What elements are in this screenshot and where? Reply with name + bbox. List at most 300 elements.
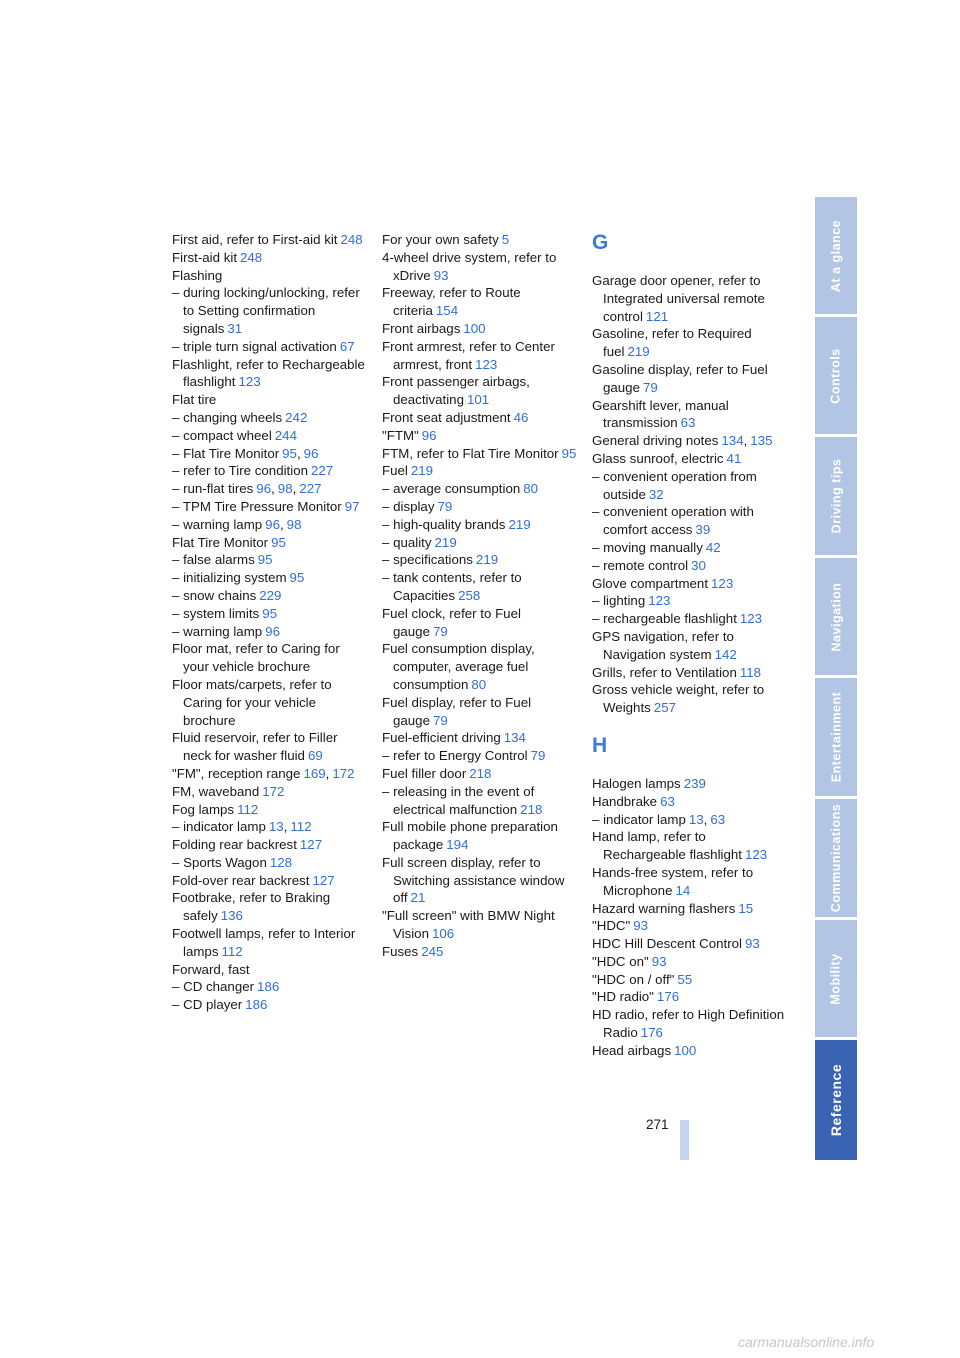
- page-link[interactable]: 80: [471, 676, 487, 692]
- page-link[interactable]: 239: [683, 775, 706, 791]
- index-entry-text: – snow chains: [172, 587, 257, 603]
- section-gap: [592, 717, 788, 734]
- index-entry: [172, 249, 368, 267]
- index-entry-text: Glove compartment: [592, 575, 709, 591]
- index-entry: [592, 575, 788, 593]
- tab-communications[interactable]: [815, 799, 857, 917]
- tab-label: Controls: [829, 347, 844, 404]
- index-entry-text: Gross vehicle weight, refer to Weights: [592, 682, 765, 716]
- page-link[interactable]: 172: [262, 783, 285, 799]
- tab-mobility[interactable]: [815, 920, 857, 1037]
- page-link[interactable]: 242: [285, 409, 308, 425]
- index-entry: [382, 694, 578, 730]
- page-link[interactable]: 258: [458, 587, 481, 603]
- index-entry-text: – average consumption: [382, 481, 521, 497]
- tab-driving-tips[interactable]: [815, 437, 857, 555]
- index-entry: [172, 783, 368, 801]
- page-bar: [680, 1120, 689, 1160]
- index-entry: [382, 943, 578, 961]
- page-link[interactable]: 67: [339, 338, 355, 354]
- page-link[interactable]: 112: [290, 819, 312, 835]
- tab-label: Entertainment: [829, 691, 844, 783]
- page-separator: ,: [703, 811, 708, 827]
- page-link[interactable]: 97: [344, 498, 360, 514]
- page-link[interactable]: 134: [503, 730, 526, 746]
- index-entry: [382, 729, 578, 747]
- page-link[interactable]: 123: [739, 611, 763, 627]
- index-entry: [592, 1042, 788, 1060]
- index-entry-text: Floor mats/carpets, refer to Caring for your vehicle brochure: [172, 676, 332, 728]
- index-entry: [382, 765, 578, 783]
- page-link[interactable]: 79: [530, 748, 546, 764]
- index-entry-text: "HDC on / off": [592, 971, 675, 987]
- index-entry: [382, 640, 578, 693]
- index-entry-text: – CD player: [172, 997, 243, 1013]
- index-entry-text: "FTM": [382, 427, 419, 443]
- index-entry-text: Garage door opener, refer to Integrated universal remote control: [592, 273, 765, 324]
- index-entry: [592, 325, 788, 361]
- page-link[interactable]: 244: [274, 427, 297, 443]
- index-entry: [592, 681, 788, 717]
- index-entry-text: – run-flat tires: [172, 481, 254, 497]
- page-link[interactable]: 96: [265, 623, 280, 639]
- index-entry-text: – initializing system: [172, 570, 287, 586]
- index-entry: [172, 516, 368, 534]
- index-entry: [592, 592, 788, 610]
- page-link[interactable]: 218: [469, 765, 492, 781]
- index-entry: [592, 610, 788, 628]
- index-entry-text: Hands-free system, refer to Microphone: [592, 864, 754, 898]
- index-entry: [382, 445, 578, 463]
- page-link[interactable]: 95: [282, 445, 297, 461]
- index-entry-text: – Flat Tire Monitor: [172, 445, 280, 461]
- page-link[interactable]: 219: [627, 344, 650, 360]
- page-link[interactable]: 93: [651, 953, 667, 969]
- page-link[interactable]: 95: [257, 552, 273, 568]
- index-entry-text: – high-quality brands: [382, 516, 506, 532]
- index-entry: [382, 818, 578, 854]
- index-entry: [172, 836, 368, 854]
- index-entry-text: Fog lamps: [172, 801, 235, 817]
- page-link[interactable]: 123: [238, 374, 261, 390]
- index-entry-text: Full mobile phone preparation package: [382, 819, 558, 853]
- index-entry-text: Glass sunroof, electric: [592, 450, 724, 466]
- page-separator: ,: [296, 445, 301, 461]
- index-entry-text: For your own safety: [382, 232, 499, 247]
- page-link[interactable]: 135: [750, 433, 773, 449]
- tab-controls[interactable]: [815, 317, 857, 434]
- tab-label: Driving tips: [829, 458, 844, 534]
- index-entry-text: General driving notes: [592, 433, 719, 449]
- page-link[interactable]: 95: [561, 445, 577, 461]
- index-entry: [382, 551, 578, 569]
- index-entry: [172, 551, 368, 569]
- page-link[interactable]: 127: [312, 872, 335, 888]
- page-link[interactable]: 186: [257, 979, 280, 995]
- page-separator: ,: [271, 481, 275, 497]
- index-entry-text: – refer to Energy Control: [382, 748, 528, 764]
- index-entry-text: Fold-over rear backrest: [172, 872, 310, 888]
- index-entry: [172, 623, 368, 641]
- page-link[interactable]: 63: [660, 793, 675, 809]
- page-link[interactable]: 5: [501, 232, 510, 247]
- page-link[interactable]: 169: [303, 765, 326, 781]
- index-entry: [172, 462, 368, 480]
- page-link[interactable]: 227: [311, 463, 334, 479]
- index-entry-text: FTM, refer to Flat Tire Monitor: [382, 445, 559, 461]
- index-entry-text: Floor mat, refer to Caring for your vehicle brochure: [172, 641, 340, 675]
- index-entry-text: Flashing: [172, 267, 223, 283]
- page-number: 271: [646, 1117, 669, 1132]
- index-entry: [172, 889, 368, 925]
- index-entry-text: Footbrake, refer to Braking safely: [172, 890, 331, 924]
- index-entry-text: Footwell lamps, refer to Interior lamps: [172, 926, 356, 959]
- index-entry: [172, 480, 368, 498]
- index-entry-text: – CD changer: [172, 979, 255, 995]
- index-entry-text: Fuel consumption display, computer, average fuel consumption: [382, 641, 535, 692]
- index-entry: [172, 729, 368, 765]
- index-entry: [592, 503, 788, 539]
- index-entry: [382, 569, 578, 605]
- index-entry-text: – changing wheels: [172, 409, 283, 425]
- index-entry: [382, 373, 578, 409]
- index-entry: [172, 391, 368, 409]
- index-entry: [172, 445, 368, 463]
- index-entry-text: – triple turn signal activation: [172, 338, 337, 354]
- page-separator: ,: [279, 516, 284, 532]
- index-entry-text: – warning lamp: [172, 516, 263, 532]
- index-entry: [592, 900, 788, 918]
- page-link[interactable]: 93: [433, 267, 449, 283]
- index-entry-text: FM, waveband: [172, 783, 260, 799]
- tab-at-a-glance[interactable]: [815, 197, 857, 314]
- page-link[interactable]: 96: [256, 481, 272, 497]
- index-entry-text: – warning lamp: [172, 623, 263, 639]
- page-link[interactable]: 95: [271, 534, 286, 550]
- page-link[interactable]: 79: [432, 623, 448, 639]
- index-entry: [592, 539, 788, 557]
- index-entry: [172, 996, 368, 1014]
- index-entry-text: – moving manually: [592, 539, 703, 555]
- index-column-3: [592, 231, 788, 1060]
- page-link[interactable]: 118: [739, 664, 762, 680]
- tab-label: Navigation: [829, 582, 843, 651]
- page-link[interactable]: 136: [220, 908, 243, 924]
- index-entry-text: HDC Hill Descent Control: [592, 936, 742, 952]
- index-entry-text: Fuel-efficient driving: [382, 730, 501, 746]
- index-entry-text: Flat tire: [172, 392, 217, 408]
- index-entry-text: – indicator lamp: [592, 811, 686, 827]
- index-entry-text: "Full screen" with BMW Night Vision: [382, 908, 555, 942]
- index-entry: [382, 427, 578, 445]
- index-entry-text: Front passenger airbags, deactivating: [382, 374, 530, 408]
- page-link[interactable]: 55: [677, 971, 693, 987]
- index-entry-text: Front armrest, refer to Center armrest, front: [382, 338, 555, 372]
- index-entry-text: Front seat adjustment: [382, 409, 511, 425]
- index-entry: [172, 267, 368, 285]
- index-entry-text: Gasoline display, refer to Fuel gauge: [592, 361, 768, 395]
- index-entry: [382, 534, 578, 552]
- page-link[interactable]: 98: [277, 481, 293, 497]
- index-entry-text: – tank contents, refer to Capacities: [382, 570, 522, 603]
- page-link[interactable]: 96: [421, 427, 437, 443]
- index-entry: [382, 338, 578, 374]
- index-entry: [592, 988, 788, 1006]
- index-entry: [172, 818, 368, 836]
- index-entry-text: – false alarms: [172, 552, 255, 568]
- page-link[interactable]: 142: [714, 646, 737, 662]
- page-link[interactable]: 13: [688, 811, 704, 827]
- tab-label: At a glance: [829, 219, 843, 292]
- index-entry: [172, 338, 368, 356]
- page-link[interactable]: 46: [513, 409, 529, 425]
- index-entry-text: Fuses: [382, 943, 419, 959]
- index-entry-text: Handbrake: [592, 793, 658, 809]
- index-entry-text: Full screen display, refer to Switching assistance window off: [382, 854, 565, 906]
- page-link[interactable]: 112: [221, 943, 243, 959]
- index-entry: [172, 427, 368, 445]
- page-link[interactable]: 39: [695, 522, 711, 538]
- page-link[interactable]: 79: [432, 712, 448, 728]
- index-entry-text: Flat Tire Monitor: [172, 534, 269, 550]
- index-entry-text: Folding rear backrest: [172, 837, 297, 853]
- page-separator: ,: [292, 481, 297, 497]
- index-entry: [592, 971, 788, 989]
- index-entry-text: – display: [382, 498, 435, 514]
- index-letter-heading: H: [592, 733, 608, 757]
- tab-reference[interactable]: [815, 1040, 857, 1160]
- index-entry-text: "HD radio": [592, 989, 654, 1005]
- index-entry: [172, 978, 368, 996]
- index-entry: [592, 935, 788, 953]
- page-link[interactable]: 248: [240, 249, 263, 265]
- watermark: carmanualsonline.info: [738, 1334, 875, 1350]
- index-entry: [382, 480, 578, 498]
- page-link[interactable]: 229: [259, 587, 282, 603]
- page-link[interactable]: 96: [265, 516, 280, 532]
- index-entry-text: Gearshift lever, manual transmission: [592, 397, 729, 431]
- index-entry: [382, 907, 578, 943]
- tab-label: Reference: [828, 1063, 845, 1137]
- page-link[interactable]: 219: [508, 516, 531, 532]
- page-link[interactable]: 123: [648, 593, 671, 609]
- index-entry: [172, 961, 368, 979]
- index-entry-text: – compact wheel: [172, 427, 272, 443]
- index-entry-text: Halogen lamps: [592, 775, 681, 791]
- index-entry: [172, 569, 368, 587]
- index-entry: [172, 801, 368, 819]
- index-entry: [592, 917, 788, 935]
- index-entry: [172, 765, 368, 783]
- index-entry-text: Fuel display, refer to Fuel gauge: [382, 694, 532, 728]
- page-link[interactable]: 42: [705, 539, 721, 555]
- index-entry-text: – releasing in the event of electrical malfunction: [382, 783, 535, 817]
- index-entry-text: GPS navigation, refer to Navigation system: [592, 628, 734, 662]
- index-entry-text: First-aid kit: [172, 249, 238, 265]
- index-entry: [382, 284, 578, 320]
- index-entry: [382, 605, 578, 641]
- tab-label: Mobility: [829, 952, 843, 1005]
- page-link[interactable]: 176: [640, 1025, 663, 1041]
- page-link[interactable]: 95: [262, 605, 277, 621]
- page-link[interactable]: 127: [299, 837, 323, 853]
- page-link[interactable]: 98: [286, 516, 302, 532]
- index-entry: [172, 925, 368, 961]
- index-entry-text: "HDC on": [592, 953, 649, 969]
- index-entry-text: Fluid reservoir, refer to Filler neck for washer fluid: [172, 730, 338, 764]
- index-entry-text: – TPM Tire Pressure Monitor: [172, 498, 342, 514]
- index-entry-text: – rechargeable flashlight: [592, 611, 737, 627]
- page-link[interactable]: 14: [675, 882, 691, 898]
- index-entry: [172, 605, 368, 623]
- page-link[interactable]: 219: [434, 534, 457, 550]
- page-link[interactable]: 172: [332, 765, 355, 781]
- page-link[interactable]: 41: [726, 450, 742, 466]
- page-link[interactable]: 30: [691, 557, 706, 573]
- index-entry: [172, 498, 368, 516]
- index-entry: [172, 356, 368, 392]
- index-entry: [592, 664, 788, 682]
- page-link[interactable]: 123: [475, 356, 498, 372]
- page-link[interactable]: 79: [642, 379, 658, 395]
- page-link[interactable]: 31: [227, 320, 243, 336]
- page-link[interactable]: 69: [307, 748, 323, 764]
- index-entry-text: HD radio, refer to High Definition Radio: [592, 1007, 785, 1041]
- index-entry-text: Hand lamp, refer to Rechargeable flashlight: [592, 829, 742, 863]
- page-separator: ,: [325, 765, 330, 781]
- index-entry-text: 4-wheel drive system, refer to xDrive: [382, 249, 557, 283]
- page-link[interactable]: 80: [523, 481, 539, 497]
- index-entry-text: Grills, refer to Ventilation: [592, 664, 737, 680]
- page-link[interactable]: 218: [520, 801, 543, 817]
- index-entry: [172, 284, 368, 337]
- index-entry: [382, 320, 578, 338]
- index-entry: [172, 409, 368, 427]
- page-link[interactable]: 79: [437, 498, 453, 514]
- index-entry: [592, 432, 788, 450]
- page-link[interactable]: 227: [299, 481, 322, 497]
- index-entry-text: – quality: [382, 534, 432, 550]
- page-link[interactable]: 257: [653, 700, 676, 716]
- page-link[interactable]: 100: [463, 320, 486, 336]
- tab-navigation[interactable]: [815, 558, 857, 675]
- index-entry: [172, 587, 368, 605]
- page-link[interactable]: 123: [711, 575, 734, 591]
- index-entry-text: "HDC": [592, 918, 631, 934]
- index-entry: [382, 783, 578, 819]
- index-entry-text: – system limits: [172, 605, 260, 621]
- index-entry: [592, 811, 788, 829]
- index-entry-text: – convenient operation with comfort access: [592, 504, 754, 538]
- page-separator: ,: [743, 433, 748, 449]
- page-separator: ,: [283, 819, 288, 835]
- index-entry-text: First aid, refer to First-aid kit: [172, 232, 338, 247]
- index-entry: [382, 498, 578, 516]
- page-link[interactable]: 100: [674, 1042, 697, 1058]
- index-entry: [382, 231, 578, 249]
- page-link[interactable]: 128: [269, 854, 293, 870]
- page-link[interactable]: 13: [268, 819, 284, 835]
- index-entry-text: Forward, fast: [172, 961, 250, 977]
- index-entry-text: Gasoline, refer to Required fuel: [592, 326, 752, 360]
- index-entry-text: Flashlight, refer to Rechargeable flashlight: [172, 356, 365, 390]
- index-entry: [172, 534, 368, 552]
- index-entry-text: Hazard warning flashers: [592, 900, 736, 916]
- index-entry: [592, 1006, 788, 1042]
- index-entry: [592, 775, 788, 793]
- index-entry-text: – remote control: [592, 557, 689, 573]
- page-link[interactable]: 106: [431, 926, 455, 942]
- index-entry: [382, 462, 578, 480]
- index-entry: [172, 640, 368, 676]
- index-entry: [172, 676, 368, 729]
- page-link[interactable]: 15: [738, 900, 754, 916]
- tab-entertainment[interactable]: [815, 678, 857, 796]
- index-entry-text: – refer to Tire condition: [172, 463, 308, 479]
- page-link[interactable]: 93: [633, 918, 649, 934]
- page-link[interactable]: 93: [745, 936, 760, 952]
- page-link[interactable]: 21: [410, 890, 426, 906]
- index-entry-text: – specifications: [382, 552, 473, 568]
- index-letter-heading: G: [592, 231, 609, 254]
- index-entry-text: – lighting: [592, 593, 646, 609]
- page-link[interactable]: 112: [237, 801, 259, 817]
- index-entry-text: Front airbags: [382, 320, 461, 336]
- page-link[interactable]: 101: [466, 392, 490, 408]
- index-entry: [592, 828, 788, 864]
- page-link[interactable]: 245: [421, 943, 444, 959]
- index-entry-text: "FM", reception range: [172, 765, 301, 781]
- index-entry-text: Head airbags: [592, 1042, 672, 1058]
- page-link[interactable]: 186: [245, 997, 268, 1013]
- page-link[interactable]: 121: [645, 308, 669, 324]
- page-link[interactable]: 219: [410, 463, 434, 479]
- page-link[interactable]: 95: [289, 570, 305, 586]
- index-entry-text: – convenient operation from outside: [592, 468, 757, 502]
- page-link[interactable]: 194: [446, 837, 469, 853]
- index-entry: [592, 397, 788, 433]
- index-entry: [382, 516, 578, 534]
- index-entry: [592, 557, 788, 575]
- page-link[interactable]: 154: [435, 303, 459, 319]
- index-entry: [382, 409, 578, 427]
- page-link[interactable]: 63: [680, 415, 696, 431]
- page-link[interactable]: 96: [303, 445, 319, 461]
- index-entry: [172, 231, 368, 249]
- index-entry: [382, 249, 578, 285]
- index-entry-text: – indicator lamp: [172, 819, 266, 835]
- index-entry: [592, 628, 788, 664]
- page-link[interactable]: 63: [710, 811, 726, 827]
- index-entry: [592, 450, 788, 468]
- index-entry: [172, 854, 368, 872]
- index-entry: [592, 361, 788, 397]
- index-entry: [592, 468, 788, 504]
- index-entry: [592, 864, 788, 900]
- page-link[interactable]: 134: [721, 433, 744, 449]
- index-entry: [592, 793, 788, 811]
- index-entry-text: – Sports Wagon: [172, 854, 267, 870]
- page-link[interactable]: 123: [744, 847, 768, 863]
- page-link[interactable]: 219: [475, 552, 499, 568]
- page-link[interactable]: 248: [340, 232, 363, 247]
- tab-label: Communications: [829, 803, 843, 913]
- page-link[interactable]: 176: [656, 989, 680, 1005]
- index-column-2: [382, 231, 578, 961]
- page-link[interactable]: 32: [648, 486, 664, 502]
- index-entry: [382, 854, 578, 907]
- index-entry-text: Fuel: [382, 463, 408, 479]
